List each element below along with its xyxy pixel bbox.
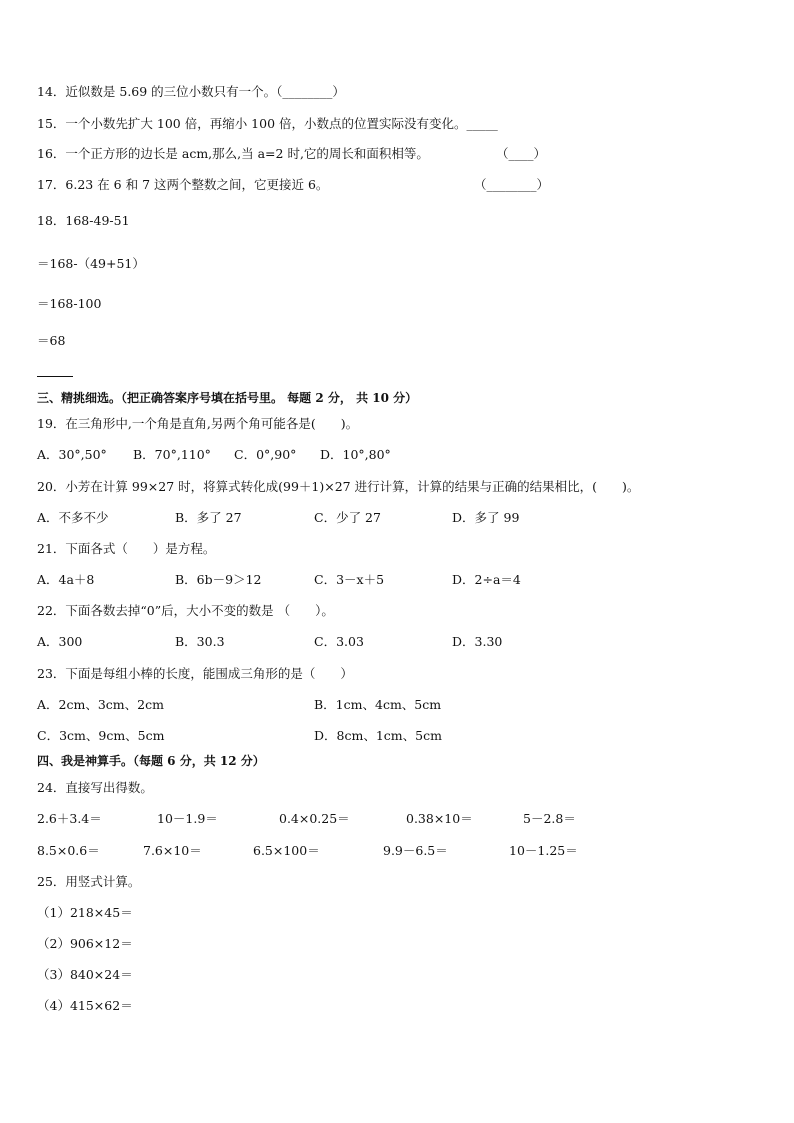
q24-item-2: 10－1.9＝ xyxy=(157,811,218,826)
section-3-title: 三、精挑细选。（把正确答案序号填在括号里。 每题 2 分， 共 10 分） xyxy=(37,391,418,405)
question-23: 23．下面是每组小棒的长度，能围成三角形的是（ ） xyxy=(37,666,353,681)
section-4-title: 四、我是神算手。（每题 6 分，共 12 分） xyxy=(37,754,265,768)
q22-option-d: D．3.30 xyxy=(452,634,503,649)
q23-option-d: D．8cm、1cm、5cm xyxy=(314,728,442,743)
question-18-line1: 18．168-49-51 xyxy=(37,213,130,228)
question-14: 14．近似数是 5.69 的三位小数只有一个。（________） xyxy=(37,84,345,99)
q21-option-d: D．2÷a＝4 xyxy=(452,572,521,587)
question-17-blank: （________） xyxy=(474,177,550,192)
q19-option-a: A．30°,50° xyxy=(37,447,107,462)
question-20: 20．小芳在计算 99×27 时，将算式转化成(99＋1)×27 进行计算，计算的结果与正确的结果相比，( )。 xyxy=(37,479,640,494)
question-18-line2: ＝168-（49+51） xyxy=(37,256,145,271)
q24-item-9: 9.9－6.5＝ xyxy=(383,843,448,858)
question-15: 15．一个小数先扩大 100 倍，再缩小 100 倍，小数点的位置实际没有变化。_____ xyxy=(37,116,498,131)
q22-option-a: A．300 xyxy=(37,634,83,649)
question-21: 21．下面各式（ ）是方程。 xyxy=(37,541,216,556)
question-18-line4: ＝68 xyxy=(37,333,66,348)
q24-item-8: 6.5×100＝ xyxy=(253,843,320,858)
q25-item-1: （1）218×45＝ xyxy=(37,905,133,920)
q20-option-b: B．多了 27 xyxy=(175,510,242,525)
answer-rule xyxy=(37,376,73,377)
q20-option-a: A．不多不少 xyxy=(37,510,109,525)
question-16-blank: （____） xyxy=(496,146,547,161)
question-24: 24．直接写出得数。 xyxy=(37,780,153,795)
q24-item-1: 2.6＋3.4＝ xyxy=(37,811,102,826)
question-22: 22．下面各数去掉“0”后，大小不变的数是 （ ）。 xyxy=(37,603,334,618)
q25-item-2: （2）906×12＝ xyxy=(37,936,133,951)
q21-option-b: B．6b－9＞12 xyxy=(175,572,262,587)
question-17: 17．6.23 在 6 和 7 这两个整数之间，它更接近 6。 xyxy=(37,177,329,192)
q24-item-6: 8.5×0.6＝ xyxy=(37,843,100,858)
question-19: 19．在三角形中,一个角是直角,另两个角可能各是( )。 xyxy=(37,416,359,431)
q20-option-c: C．少了 27 xyxy=(314,510,381,525)
q24-item-7: 7.6×10＝ xyxy=(143,843,202,858)
q23-option-a: A．2cm、3cm、2cm xyxy=(37,697,164,712)
q21-option-a: A．4a＋8 xyxy=(37,572,95,587)
q20-option-d: D．多了 99 xyxy=(452,510,520,525)
q23-option-b: B．1cm、4cm、5cm xyxy=(314,697,442,712)
q22-option-c: C．3.03 xyxy=(314,634,364,649)
q21-option-c: C．3－x＋5 xyxy=(314,572,385,587)
question-18-line3: ＝168-100 xyxy=(37,296,102,311)
q24-item-10: 10－1.25＝ xyxy=(509,843,578,858)
question-16: 16．一个正方形的边长是 acm,那么,当 a=2 时,它的周长和面积相等。 xyxy=(37,146,429,161)
q25-item-4: （4）415×62＝ xyxy=(37,998,133,1013)
q24-item-5: 5－2.8＝ xyxy=(523,811,576,826)
q19-option-d: D．10°,80° xyxy=(320,447,391,462)
q23-option-c: C．3cm、9cm、5cm xyxy=(37,728,165,743)
q19-option-c: C．0°,90° xyxy=(234,447,297,462)
q24-item-4: 0.38×10＝ xyxy=(406,811,473,826)
question-25: 25．用竖式计算。 xyxy=(37,874,141,889)
q25-item-3: （3）840×24＝ xyxy=(37,967,133,982)
q24-item-3: 0.4×0.25＝ xyxy=(279,811,350,826)
q19-option-b: B．70°,110° xyxy=(133,447,211,462)
q22-option-b: B．30.3 xyxy=(175,634,225,649)
